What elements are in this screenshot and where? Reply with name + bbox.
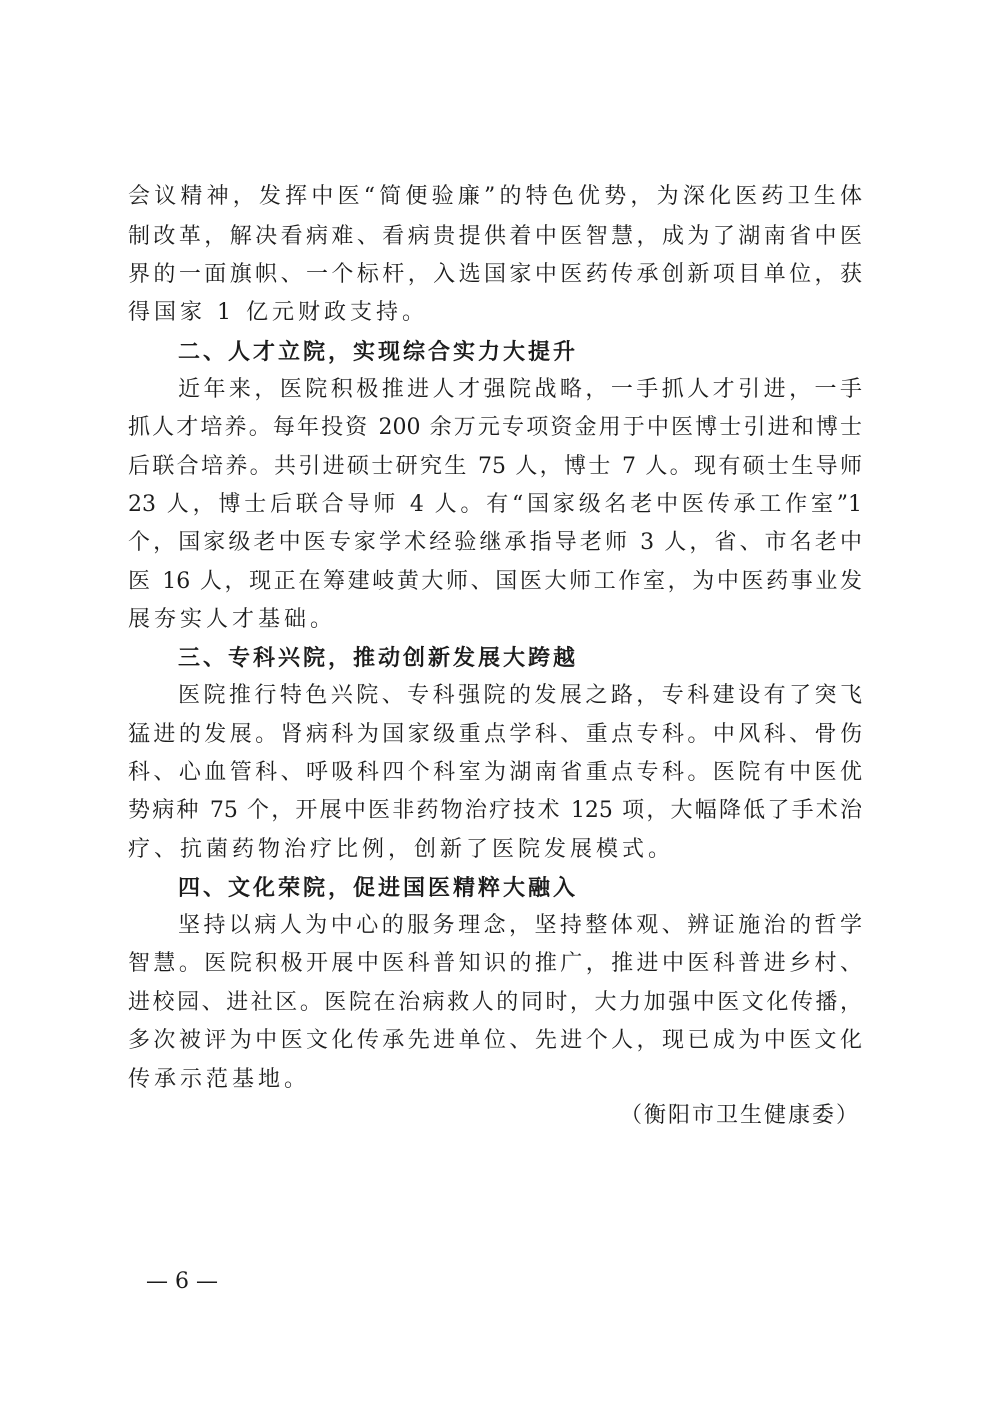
body-line: 疗、抗菌药物治疗比例，创新了医院发展模式。 (128, 837, 675, 862)
body-line: 23 人，博士后联合导师 4 人。有“国家级名老中医传承工作室”1 (128, 492, 862, 517)
section-heading: 三、专科兴院，推动创新发展大跨越 (178, 645, 579, 671)
section-heading: 四、文化荣院，促进国医精粹大融入 (178, 875, 579, 901)
body-line: 科、心血管科、呼吸科四个科室为湖南省重点专科。医院有中医优 (128, 760, 862, 785)
body-line: 得国家 1 亿元财政支持。 (128, 300, 428, 325)
body-line: 势病种 75 个，开展中医非药物治疗技术 125 项，大幅降低了手术治 (128, 798, 862, 823)
body-line: 传承示范基地。 (128, 1067, 311, 1092)
body-line: 会议精神，发挥中医“简便验廉”的特色优势，为深化医药卫生体 (128, 184, 862, 209)
body-line: 抓人才培养。每年投资 200 余万元专项资金用于中医博士引进和博士 (128, 415, 862, 440)
body-line: 近年来，医院积极推进人才强院战略，一手抓人才引进，一手 (178, 377, 862, 402)
body-line: 个，国家级老中医专家学术经验继承指导老师 3 人，省、市名老中 (128, 530, 862, 555)
body-line: 进校园、进社区。医院在治病救人的同时，大力加强中医文化传播， (128, 990, 862, 1015)
body-line: 猛进的发展。肾病科为国家级重点学科、重点专科。中风科、骨伤 (128, 722, 862, 747)
section-heading: 二、人才立院，实现综合实力大提升 (178, 339, 579, 365)
body-line: 后联合培养。共引进硕士研究生 75 人，博士 7 人。现有硕士生导师 (128, 454, 862, 479)
body-line: 坚持以病人为中心的服务理念，坚持整体观、辨证施治的哲学 (178, 913, 862, 938)
page-number: — 6 — (146, 1269, 218, 1294)
body-line: 医院推行特色兴院、专科强院的发展之路，专科建设有了突飞 (178, 683, 862, 708)
body-line: 医 16 人，现正在筹建岐黄大师、国医大师工作室，为中医药事业发 (128, 569, 862, 594)
signature: （衡阳市卫生健康委） (619, 1103, 860, 1128)
body-line: 界的一面旗帜、一个标杆，入选国家中医药传承创新项目单位，获 (128, 262, 862, 287)
body-line: 多次被评为中医文化传承先进单位、先进个人，现已成为中医文化 (128, 1028, 862, 1053)
body-line: 制改革，解决看病难、看病贵提供着中医智慧，成为了湖南省中医 (128, 224, 862, 249)
body-line: 智慧。医院积极开展中医科普知识的推广，推进中医科普进乡村、 (128, 951, 862, 976)
body-line: 展夯实人才基础。 (128, 607, 337, 632)
